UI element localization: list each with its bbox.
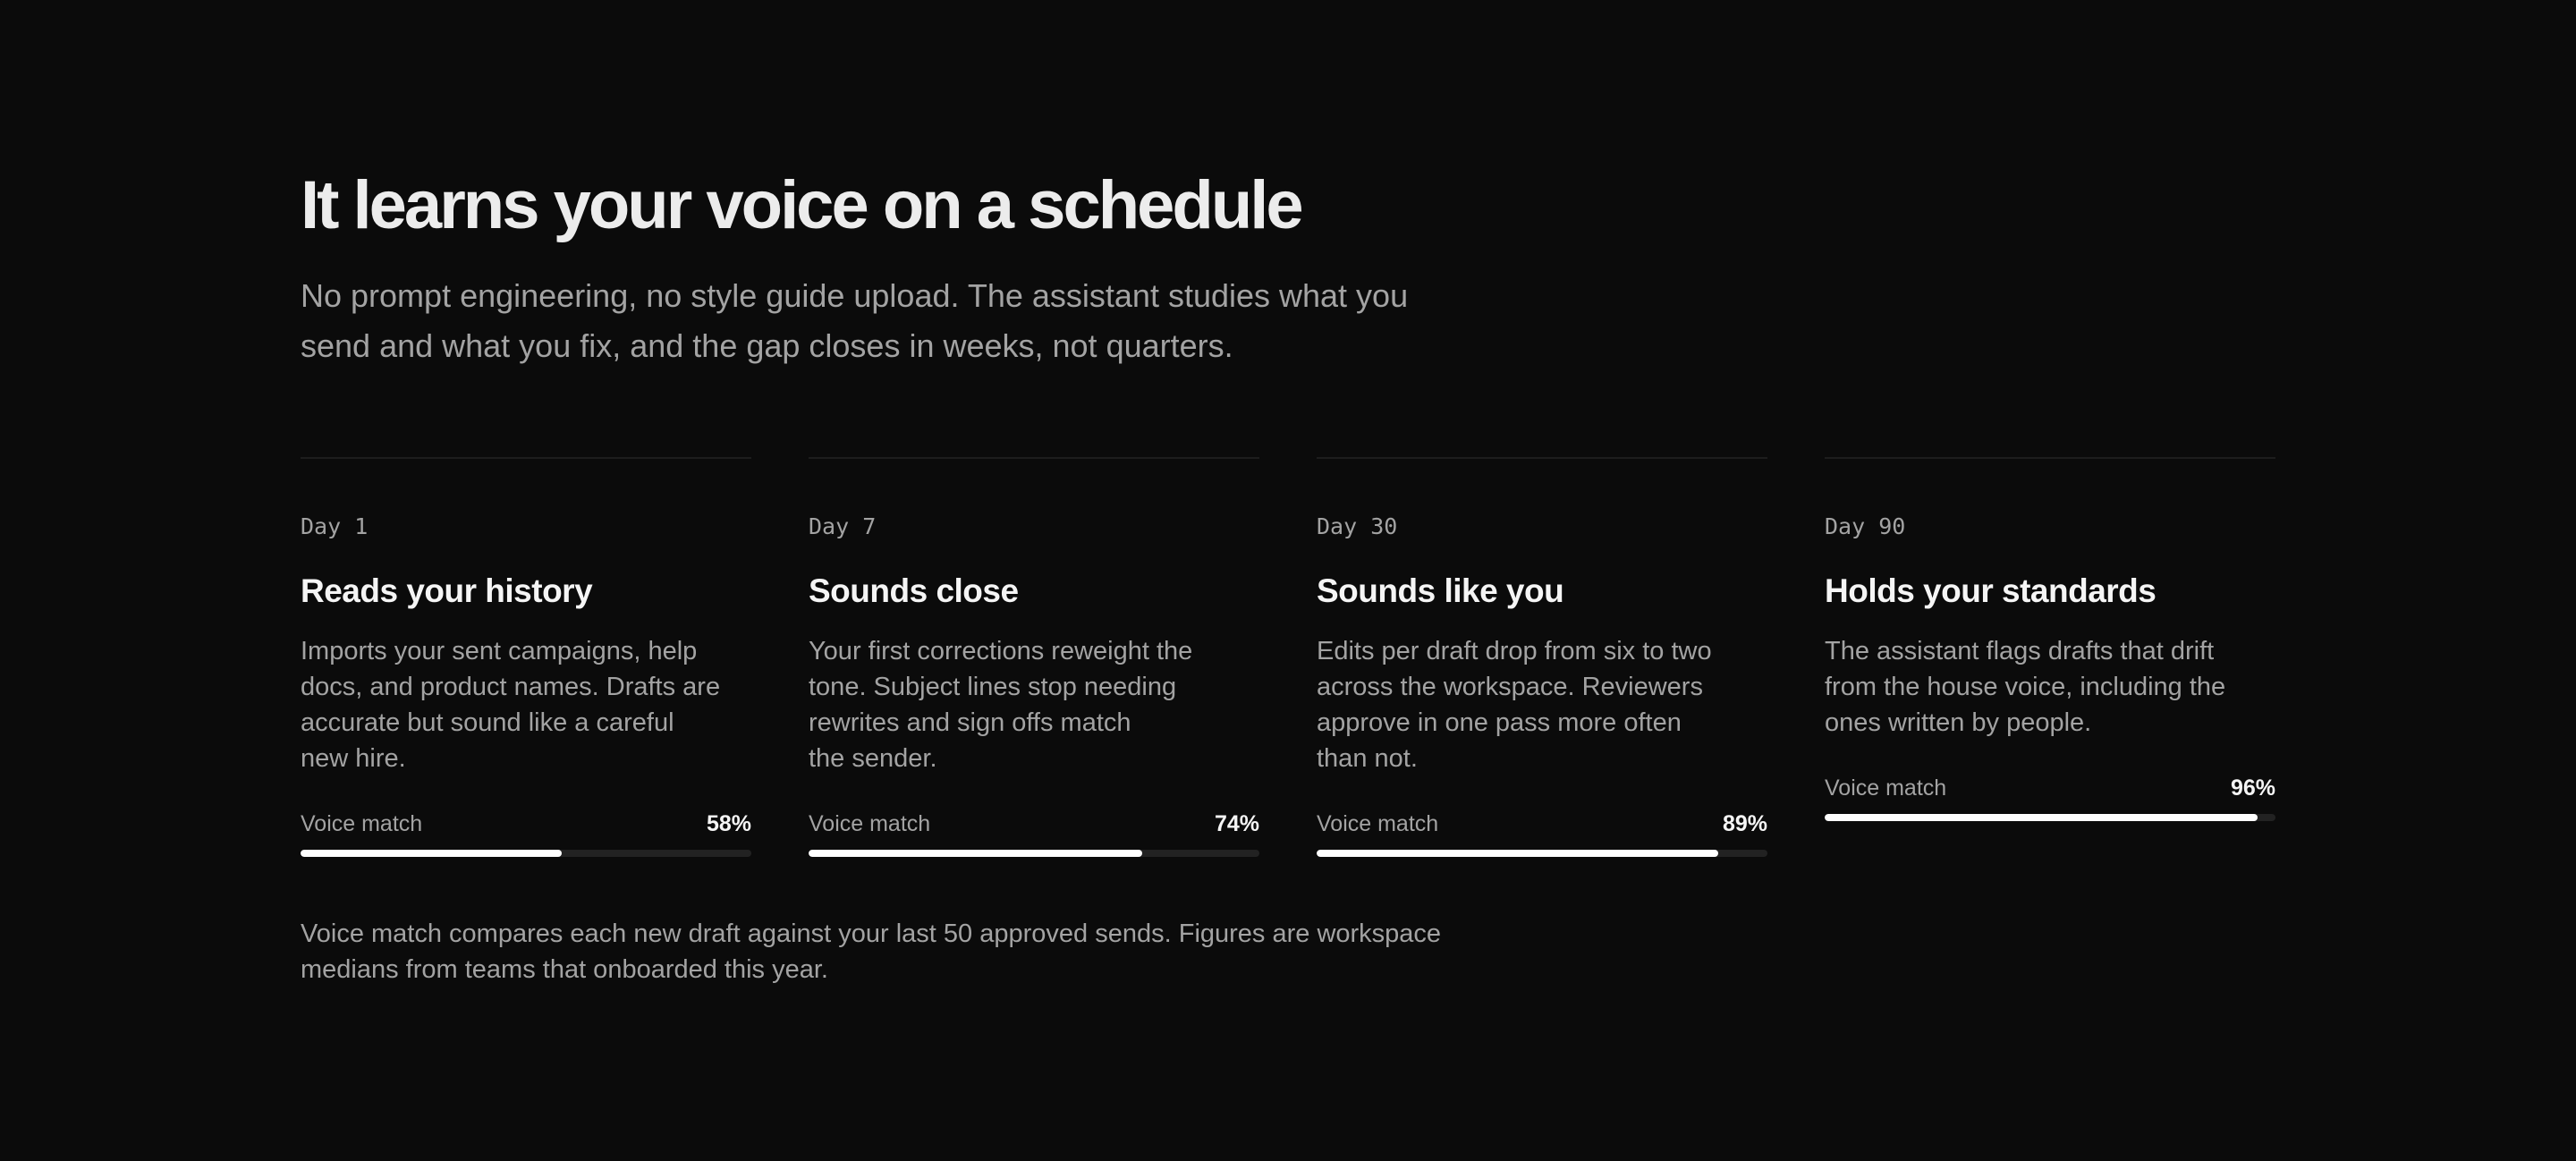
description-line: The assistant flags drafts that drift xyxy=(1825,637,2215,665)
description-line: accurate but sound like a careful xyxy=(301,708,674,737)
stage-title: Reads your history xyxy=(301,572,593,609)
subtitle-line: No prompt engineering, no style guide upload. The assistant studies what you xyxy=(301,277,1409,314)
description-line: Imports your sent campaigns, help xyxy=(301,637,698,665)
meter-label: Voice match xyxy=(1317,811,1439,836)
meter-fill xyxy=(301,850,562,857)
stage-day-label: Day 7 xyxy=(809,513,877,539)
section-subtitle xyxy=(301,271,1517,371)
stage-day-label: Day 30 xyxy=(1317,513,1398,539)
meter-value: 58% xyxy=(706,811,751,836)
meter-label: Voice match xyxy=(1825,775,1947,801)
description-line: approve in one pass more often xyxy=(1317,708,1682,737)
meter-label: Voice match xyxy=(809,811,931,836)
meter-fill xyxy=(809,850,1142,857)
description-line: Edits per draft drop from six to two xyxy=(1317,637,1712,665)
stage-card-day-90 xyxy=(1825,457,2275,801)
description-line: across the workspace. Reviewers xyxy=(1317,673,1703,701)
section-title: It learns your voice on a schedule xyxy=(301,167,1301,243)
stage-description xyxy=(1825,633,2275,741)
subtitle-line: send and what you fix, and the gap closes in weeks, not quarters. xyxy=(301,327,1233,364)
meter-value: 74% xyxy=(1214,811,1259,836)
stage-title: Sounds close xyxy=(809,572,1019,609)
meter-track xyxy=(1825,814,2275,821)
description-line: tone. Subject lines stop needing xyxy=(809,673,1177,701)
stage-title: Sounds like you xyxy=(1317,572,1564,609)
meter-track xyxy=(1317,850,1767,857)
stage-card-day-7 xyxy=(809,457,1259,836)
stage-description xyxy=(301,633,751,776)
stage-day-label: Day 90 xyxy=(1825,513,1906,539)
description-line: from the house voice, including the xyxy=(1825,673,2226,701)
description-line: Your first corrections reweight the xyxy=(809,637,1193,665)
stage-title: Holds your standards xyxy=(1825,572,2157,609)
meter-fill xyxy=(1317,850,1718,857)
stage-description xyxy=(1317,633,1767,776)
meter-track xyxy=(809,850,1259,857)
description-line: than not. xyxy=(1317,744,1418,773)
description-line: rewrites and sign offs match xyxy=(809,708,1131,737)
description-line: ones written by people. xyxy=(1825,708,2092,737)
footnote-line: medians from teams that onboarded this year. xyxy=(301,955,828,984)
stage-day-label: Day 1 xyxy=(301,513,369,539)
meter-track xyxy=(301,850,751,857)
meter-fill xyxy=(1825,814,2258,821)
footnote-line: Voice match compares each new draft against your last 50 approved sends. Figures are workspace xyxy=(301,919,1442,948)
description-line: the sender. xyxy=(809,744,937,773)
stage-card-day-1 xyxy=(301,457,751,836)
meter-label: Voice match xyxy=(301,811,423,836)
meter-value: 96% xyxy=(2230,775,2275,801)
description-line: new hire. xyxy=(301,744,406,773)
methodology-footnote xyxy=(301,916,1517,987)
meter-value: 89% xyxy=(1722,811,1767,836)
stage-card-day-30 xyxy=(1317,457,1767,836)
description-line: docs, and product names. Drafts are xyxy=(301,673,721,701)
stage-description xyxy=(809,633,1259,776)
